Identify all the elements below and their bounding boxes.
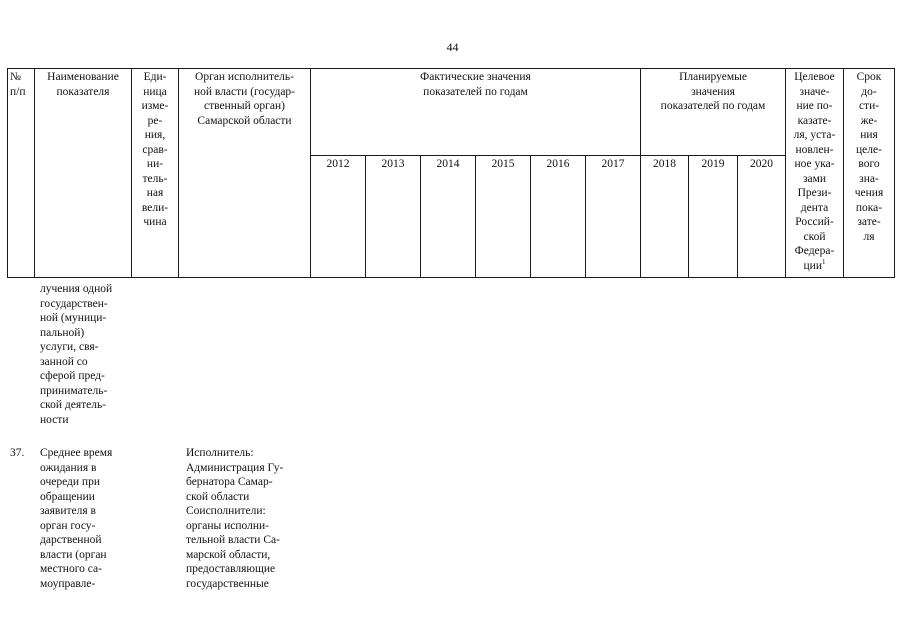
row-37-indicator-name: Среднее время ожидания в очереди при обращении заявителя в орган госу- дарственной власти (орган местного са- моуправле- <box>40 447 113 590</box>
header-name: Наименование показателя <box>35 69 132 278</box>
header-plan: Планируемые значения показателей по годам <box>641 69 786 156</box>
continued-indicator-name: лучения одной государствен- ной (муници- пальной) услуги, свя- занной со сферой пред- приниматель- ской деятель- ности <box>40 283 113 426</box>
year-2020: 2020 <box>738 156 786 278</box>
page-number: 44 <box>446 40 459 54</box>
header-deadline: Срок до- сти- же- ния целе- вого зна- чения пока- зате- ля <box>844 69 895 278</box>
year-2012: 2012 <box>311 156 366 278</box>
year-2015: 2015 <box>476 156 531 278</box>
year-2016: 2016 <box>531 156 586 278</box>
year-2019: 2019 <box>689 156 738 278</box>
header-target-text: Целевое значе- ние по- казате- ля, уста- новлен- ное ука- зами Прези- дента Россий- ской Федера- ции <box>793 71 836 272</box>
year-2013: 2013 <box>366 156 421 278</box>
header-fact: Фактические значения показателей по годам <box>311 69 641 156</box>
header-target-sup: 1 <box>821 257 826 266</box>
year-2014: 2014 <box>421 156 476 278</box>
header-organ: Орган исполнитель- ной власти (государ- ственный орган) Самарской области <box>179 69 311 278</box>
header-target <box>786 69 844 278</box>
indicators-table-header <box>7 68 895 278</box>
year-2017: 2017 <box>586 156 641 278</box>
header-num: № п/п <box>8 69 35 278</box>
row-37-organ: Исполнитель: Администрация Гу- бернатора Самар- ской области Соисполнители: органы исполни- тельной власти Са- марской области, предоставляющие государственные <box>186 447 284 590</box>
header-unit: Еди- ница изме- ре- ния, срав- ни- тель- ная вели- чина <box>132 69 179 278</box>
year-2018: 2018 <box>641 156 689 278</box>
row-37-number: 37. <box>10 447 25 459</box>
